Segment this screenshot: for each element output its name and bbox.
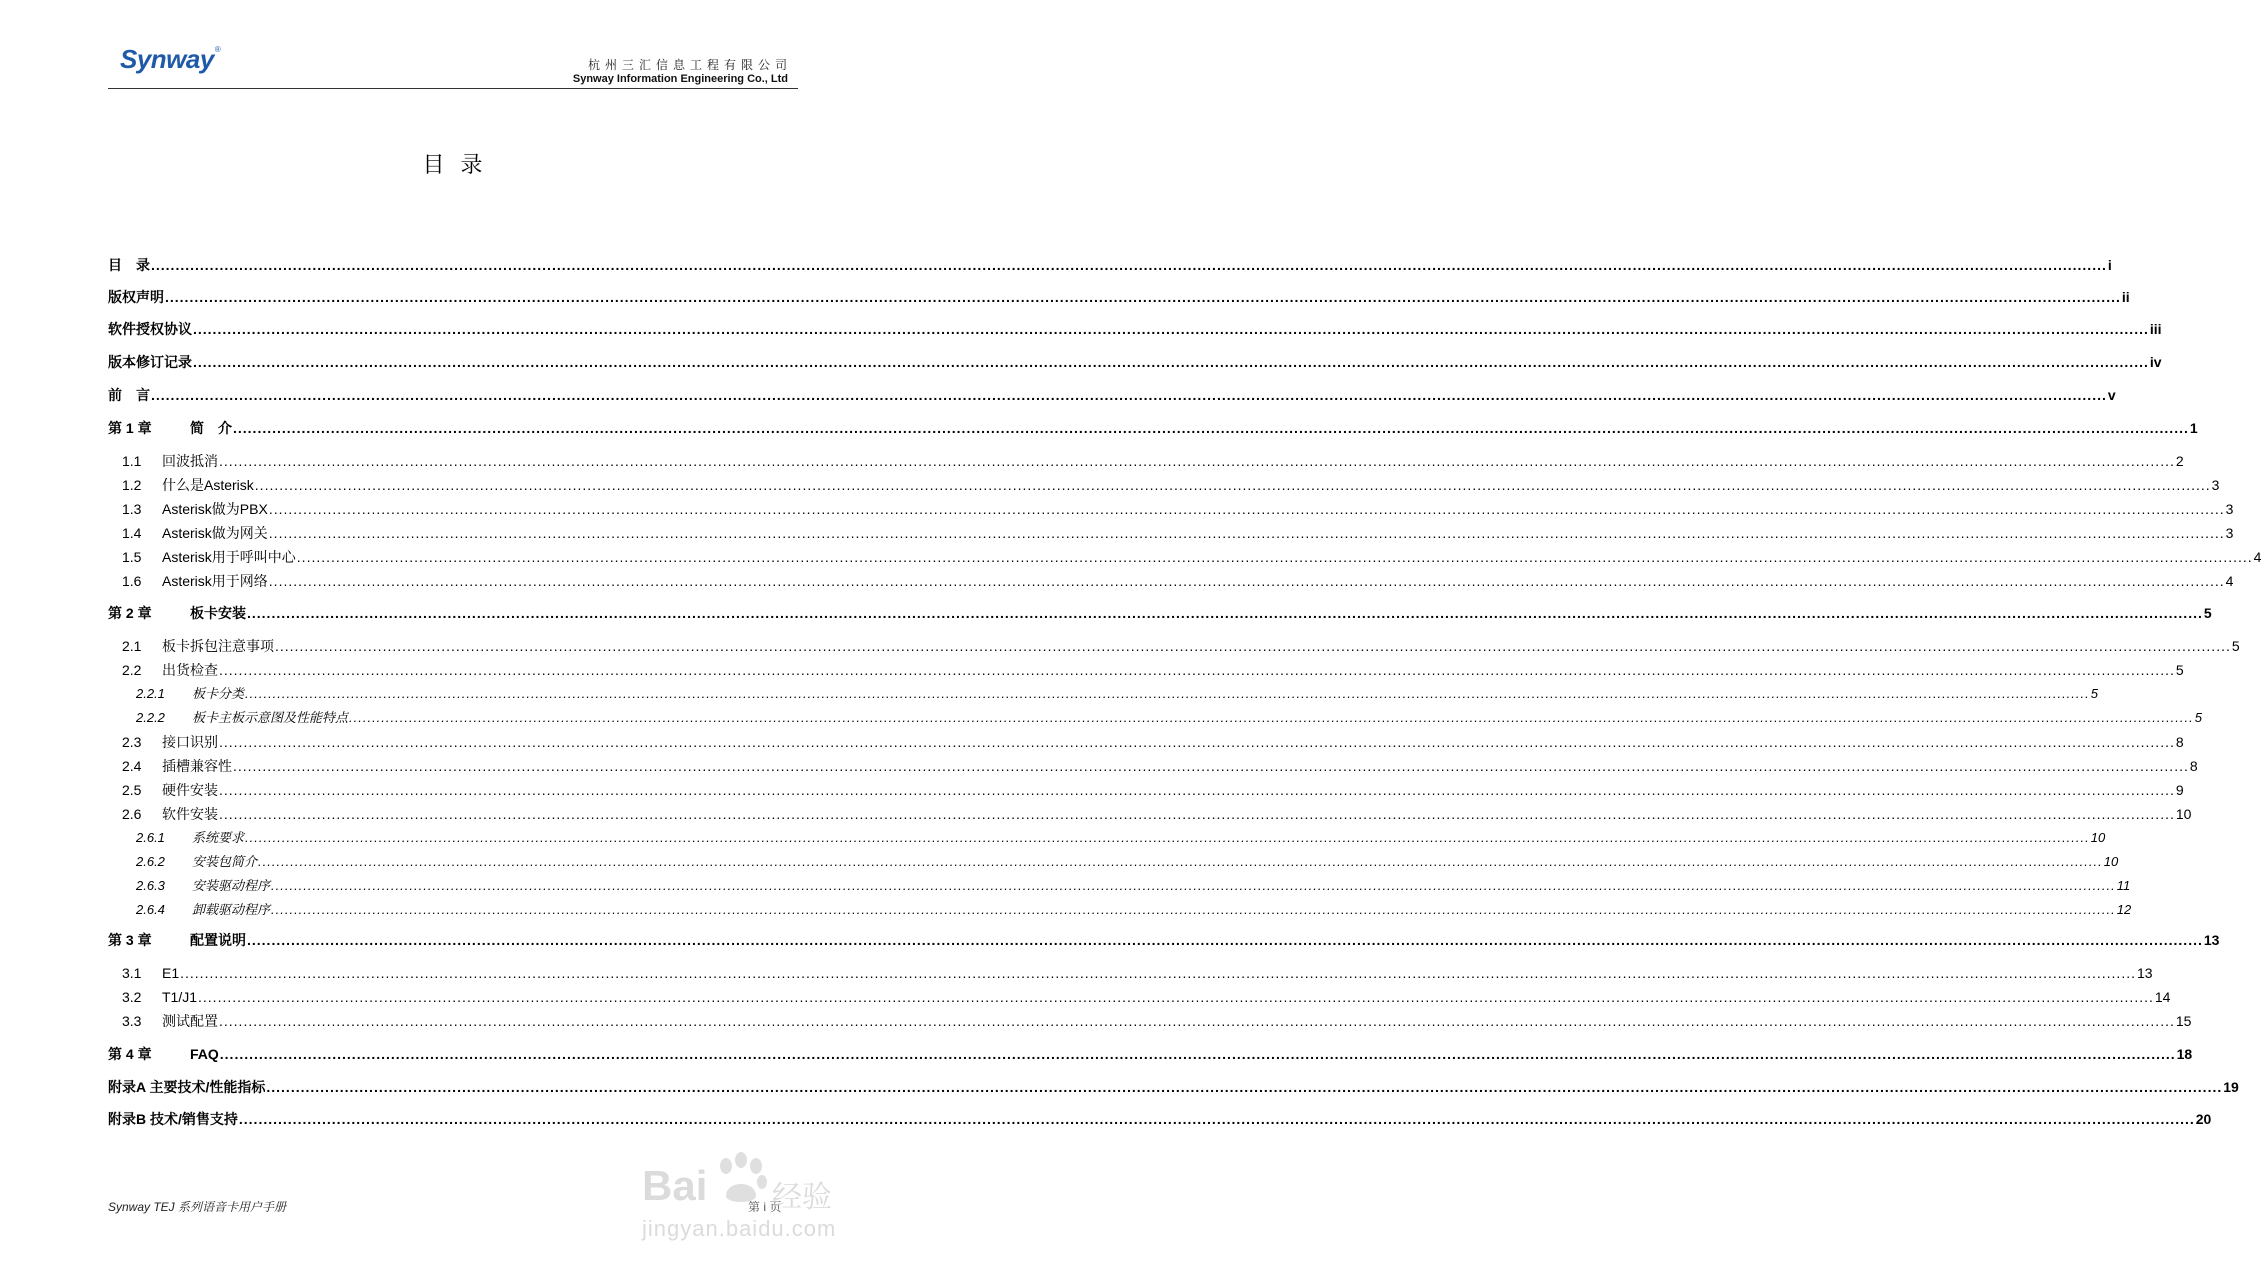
toc-entry-number: 第 2 章 (108, 605, 152, 621)
toc-entry-label: 前 言 (108, 387, 150, 403)
toc-dot-leader: ................................................................................................................................................................................................................................................................................................................................................................................................................ (219, 1046, 2176, 1062)
company-name-en: Synway Information Engineering Co., Ltd (572, 73, 788, 85)
toc-entry-number: 第 1 章 (108, 420, 152, 436)
toc-entry-number: 1.4 (122, 525, 142, 541)
toc-dot-leader: ................................................................................................................................................................................................................................................................................................................................................................................................................ (219, 662, 2175, 678)
page-title: 目录 (422, 153, 499, 178)
page-header (108, 38, 798, 90)
toc-entry-number: 2.2 (122, 662, 142, 678)
toc-entry-page: 15 (2175, 1013, 2192, 1029)
toc-dot-leader: ................................................................................................................................................................................................................................................................................................................................................................................................................ (219, 782, 2175, 798)
toc-entry-chapter[interactable] (108, 1043, 2193, 1063)
toc-entry-page: 4 (2253, 549, 2261, 565)
toc-entry-label: 目 录 (108, 257, 150, 273)
toc-entry-number: 2.4 (122, 758, 142, 774)
toc-entry-number: 3.3 (122, 1013, 142, 1029)
toc-entry-number: 1.5 (122, 549, 142, 565)
toc-dot-leader: ................................................................................................................................................................................................................................................................................................................................................................................................................ (275, 638, 2231, 654)
toc-entry-page: 20 (2195, 1111, 2212, 1127)
toc-entry-page: 3 (2211, 477, 2220, 493)
toc-dot-leader: ................................................................................................................................................................................................................................................................................................................................................................................................................ (165, 289, 2121, 305)
toc-dot-leader: ................................................................................................................................................................................................................................................................................................................................................................................................................ (254, 477, 2211, 493)
toc-entry-page: 13 (2136, 965, 2153, 981)
toc-entry-section[interactable] (122, 779, 2184, 799)
toc-entry-chapter[interactable] (108, 1108, 2212, 1128)
toc-entry-chapter[interactable] (108, 417, 2198, 437)
toc-entry-subsection[interactable] (136, 683, 2098, 703)
toc-entry-number: 第 3 章 (108, 932, 152, 948)
toc-entry-section[interactable] (122, 498, 2234, 518)
toc-dot-leader: ................................................................................................................................................................................................................................................................................................................................................................................................................ (271, 878, 2116, 893)
baidu-paw-icon (712, 1150, 770, 1208)
toc-entry-label: 简 介 (190, 420, 232, 436)
toc-entry-label: 硬件安装 (162, 782, 218, 798)
toc-entry-number: 2.6.3 (136, 878, 165, 893)
toc-entry-number: 2.6.1 (136, 830, 165, 845)
watermark-url: jingyan.baidu.com (642, 1216, 837, 1241)
toc-entry-label: 测试配置 (162, 1013, 218, 1029)
footer-manual-title: Synway TEJ 系列语音卡用户手册 (108, 1200, 287, 1214)
toc-entry-page: i (2107, 257, 2112, 273)
toc-entry-section[interactable] (122, 659, 2184, 679)
toc-entry-chapter[interactable] (108, 286, 2130, 306)
toc-entry-section[interactable] (122, 474, 2220, 494)
toc-entry-number: 2.2.1 (136, 686, 165, 701)
toc-entry-chapter[interactable] (108, 602, 2212, 622)
toc-dot-leader: ................................................................................................................................................................................................................................................................................................................................................................................................................ (349, 710, 2194, 725)
toc-entry-page: iii (2149, 321, 2162, 337)
toc-entry-number: 2.1 (122, 638, 142, 654)
toc-entry-subsection[interactable] (136, 707, 2202, 727)
toc-entry-number: 1.1 (122, 453, 142, 469)
toc-entry-number: 第 4 章 (108, 1046, 152, 1062)
toc-entry-page: 19 (2223, 1079, 2239, 1095)
synway-logo (120, 44, 221, 75)
toc-entry-label: Asterisk用于呼叫中心 (162, 549, 296, 565)
toc-dot-leader: ................................................................................................................................................................................................................................................................................................................................................................................................................ (245, 830, 2090, 845)
toc-entry-page: 10 (2175, 806, 2192, 822)
toc-entry-section[interactable] (122, 450, 2184, 470)
baidu-jingyan-watermark (640, 1150, 850, 1250)
toc-entry-subsection[interactable] (136, 875, 2131, 895)
toc-entry-page: 5 (2175, 662, 2184, 678)
watermark-brand-cn: 经验 (772, 1180, 832, 1215)
toc-entry-label: Asterisk做为网关 (162, 525, 268, 541)
toc-dot-leader: ................................................................................................................................................................................................................................................................................................................................................................................................................ (238, 1111, 2195, 1127)
footer-page-number: 第 i 页 (748, 1200, 782, 1214)
toc-dot-leader: ................................................................................................................................................................................................................................................................................................................................................................................................................ (219, 1013, 2175, 1029)
toc-entry-label: 附录B 技术/销售支持 (108, 1111, 238, 1127)
toc-entry-label: 安装包简介 (192, 854, 258, 869)
toc-entry-chapter[interactable] (108, 351, 2162, 371)
toc-entry-number: 2.5 (122, 782, 142, 798)
toc-dot-leader: ................................................................................................................................................................................................................................................................................................................................................................................................................ (247, 932, 2203, 948)
toc-dot-leader: ................................................................................................................................................................................................................................................................................................................................................................................................................ (268, 525, 2225, 541)
toc-dot-leader: ................................................................................................................................................................................................................................................................................................................................................................................................................ (245, 686, 2090, 701)
toc-entry-number: 2.6.4 (136, 902, 165, 917)
toc-entry-label: 插槽兼容性 (162, 758, 232, 774)
header-divider (108, 88, 798, 89)
toc-entry-page: 4 (2225, 573, 2234, 589)
toc-dot-leader: ................................................................................................................................................................................................................................................................................................................................................................................................................ (271, 902, 2116, 917)
logo-text: Synway (120, 44, 214, 74)
toc-dot-leader: ................................................................................................................................................................................................................................................................................................................................................................................................................ (198, 989, 2154, 1005)
toc-entry-number: 1.6 (122, 573, 142, 589)
toc-entry-label: 出货检查 (162, 662, 218, 678)
toc-entry-label: Asterisk做为PBX (162, 501, 268, 517)
toc-entry-label: 配置说明 (190, 932, 246, 948)
toc-entry-number: 2.2.2 (136, 710, 165, 725)
toc-entry-subsection[interactable] (136, 827, 2106, 847)
toc-dot-leader: ................................................................................................................................................................................................................................................................................................................................................................................................................ (266, 1079, 2223, 1095)
toc-entry-section[interactable] (122, 1010, 2192, 1030)
toc-dot-leader: ................................................................................................................................................................................................................................................................................................................................................................................................................ (268, 573, 2225, 589)
toc-entry-chapter[interactable] (108, 929, 2220, 949)
toc-entry-section[interactable] (122, 731, 2184, 751)
toc-entry-number: 2.6.2 (136, 854, 165, 869)
toc-entry-label: 板卡拆包注意事项 (162, 638, 274, 654)
toc-entry-subsection[interactable] (136, 899, 2132, 919)
toc-entry-page: 3 (2225, 501, 2234, 517)
toc-entry-number: 2.6 (122, 806, 142, 822)
toc-entry-page: 3 (2225, 525, 2234, 541)
toc-entry-section[interactable] (122, 986, 2171, 1006)
toc-entry-label: 接口识别 (162, 734, 218, 750)
toc-entry-page: 11 (2116, 878, 2131, 893)
toc-entry-section[interactable] (122, 570, 2234, 590)
toc-entry-label: 版本修订记录 (108, 354, 192, 370)
toc-entry-label: 版权声明 (108, 289, 164, 305)
toc-entry-label: 什么是Asterisk (162, 477, 254, 493)
toc-entry-label: 板卡分类 (192, 686, 245, 701)
toc-entry-number: 1.3 (122, 501, 142, 517)
toc-dot-leader: ................................................................................................................................................................................................................................................................................................................................................................................................................ (180, 965, 2136, 981)
company-name-cn: 杭州三汇信息工程有限公司 (587, 58, 792, 72)
toc-entry-label: 软件授权协议 (108, 321, 192, 337)
toc-entry-chapter[interactable] (108, 254, 2112, 274)
toc-entry-chapter[interactable] (108, 318, 2162, 338)
toc-entry-page: 8 (2189, 758, 2198, 774)
toc-entry-page: 14 (2154, 989, 2171, 1005)
toc-entry-page: 5 (2231, 638, 2240, 654)
toc-entry-section[interactable] (122, 803, 2192, 823)
toc-entry-page: 12 (2116, 902, 2132, 917)
toc-dot-leader: ................................................................................................................................................................................................................................................................................................................................................................................................................ (233, 420, 2189, 436)
toc-entry-label: FAQ (190, 1046, 219, 1062)
toc-entry-label: 板卡主板示意图及性能特点 (192, 710, 349, 725)
toc-entry-section[interactable] (122, 962, 2153, 982)
toc-entry-label: T1/J1 (162, 989, 198, 1005)
toc-entry-section[interactable] (122, 635, 2240, 655)
toc-entry-page: 10 (2103, 854, 2119, 869)
toc-dot-leader: ................................................................................................................................................................................................................................................................................................................................................................................................................ (193, 354, 2149, 370)
toc-dot-leader: ................................................................................................................................................................................................................................................................................................................................................................................................................ (296, 549, 2253, 565)
toc-entry-label: 安装驱动程序 (192, 878, 271, 893)
toc-entry-page: 5 (2090, 686, 2098, 701)
toc-entry-page: 8 (2175, 734, 2184, 750)
toc-entry-chapter[interactable] (108, 1076, 2239, 1096)
toc-entry-label: 回波抵消 (162, 453, 218, 469)
toc-entry-label: 卸载驱动程序 (192, 902, 271, 917)
toc-dot-leader: ................................................................................................................................................................................................................................................................................................................................................................................................................ (219, 734, 2175, 750)
toc-entry-page: 2 (2175, 453, 2184, 469)
toc-entry-label: Asterisk用于网络 (162, 573, 268, 589)
toc-entry-page: 18 (2176, 1046, 2193, 1062)
toc-dot-leader: ................................................................................................................................................................................................................................................................................................................................................................................................................ (193, 321, 2149, 337)
toc-entry-page: 9 (2175, 782, 2184, 798)
toc-entry-label: 板卡安装 (190, 605, 246, 621)
watermark-brand: Bai (642, 1162, 708, 1209)
toc-entry-chapter[interactable] (108, 384, 2116, 404)
toc-entry-page: iv (2149, 354, 2162, 370)
toc-dot-leader: ................................................................................................................................................................................................................................................................................................................................................................................................................ (219, 806, 2175, 822)
toc-dot-leader: ................................................................................................................................................................................................................................................................................................................................................................................................................ (233, 758, 2189, 774)
toc-entry-page: 5 (2203, 605, 2212, 621)
toc-entry-page: ii (2121, 289, 2130, 305)
toc-dot-leader: ................................................................................................................................................................................................................................................................................................................................................................................................................ (151, 257, 2107, 273)
toc-dot-leader: ................................................................................................................................................................................................................................................................................................................................................................................................................ (151, 387, 2107, 403)
toc-entry-page: v (2107, 387, 2116, 403)
toc-entry-number: 3.2 (122, 989, 142, 1005)
toc-entry-page: 13 (2203, 932, 2220, 948)
toc-entry-section[interactable] (122, 546, 2261, 566)
toc-dot-leader: ................................................................................................................................................................................................................................................................................................................................................................................................................ (219, 453, 2175, 469)
toc-dot-leader: ................................................................................................................................................................................................................................................................................................................................................................................................................ (247, 605, 2203, 621)
toc-entry-page: 5 (2194, 710, 2202, 725)
toc-entry-number: 2.3 (122, 734, 142, 750)
toc-entry-subsection[interactable] (136, 851, 2119, 871)
toc-entry-page: 10 (2090, 830, 2106, 845)
toc-dot-leader: ................................................................................................................................................................................................................................................................................................................................................................................................................ (258, 854, 2103, 869)
toc-entry-page: 1 (2189, 420, 2198, 436)
toc-entry-label: 软件安装 (162, 806, 218, 822)
toc-entry-number: 3.1 (122, 965, 142, 981)
toc-entry-label: E1 (162, 965, 180, 981)
registered-mark: ® (214, 45, 221, 54)
toc-dot-leader: ................................................................................................................................................................................................................................................................................................................................................................................................................ (268, 501, 2225, 517)
toc-entry-section[interactable] (122, 755, 2198, 775)
toc-entry-number: 1.2 (122, 477, 142, 493)
toc-entry-label: 系统要求 (192, 830, 245, 845)
toc-entry-section[interactable] (122, 522, 2234, 542)
toc-entry-label: 附录A 主要技术/性能指标 (108, 1079, 266, 1095)
